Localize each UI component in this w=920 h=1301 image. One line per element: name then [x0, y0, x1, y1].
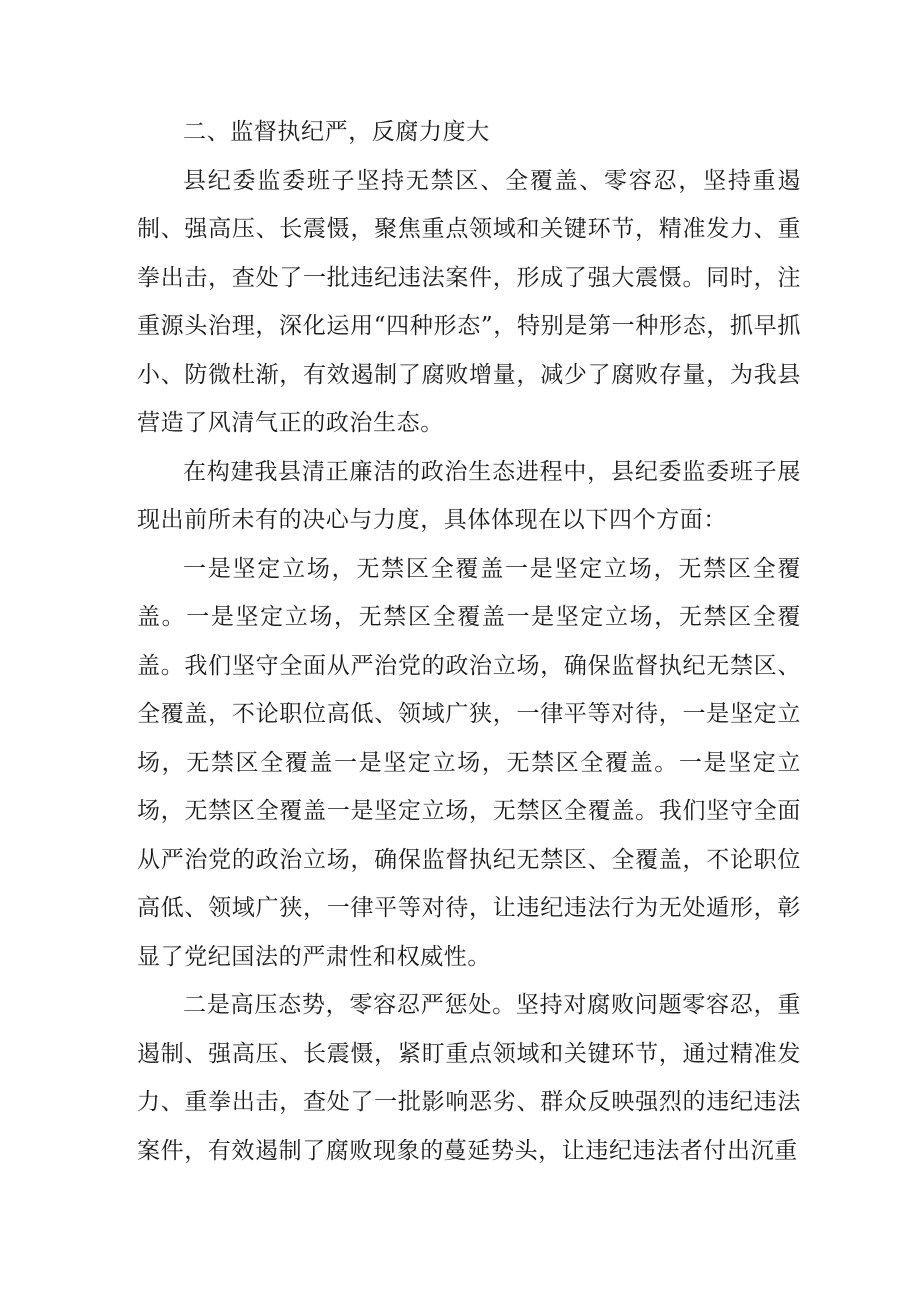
paragraph-aspect-two: 二是高压态势，零容忍严惩处。坚持对腐败问题零容忍，重遏制、强高压、长震慑，紧盯重点领域和关键环节，通过精准发力、重拳出击，查处了一批影响恶劣、群众反映强烈的违纪违法案件，有效遏制了腐败现象的蔓延势头，让违纪违法者付出沉重 [137, 992, 801, 1164]
paragraph-four-aspects-intro: 在构建我县清正廉洁的政治生态进程中，县纪委监委班子展现出前所未有的决心与力度，具体体现在以下四个方面： [137, 458, 801, 533]
paragraph-supervision-summary: 县纪委监委班子坚持无禁区、全覆盖、零容忍，坚持重遏制、强高压、长震慑，聚焦重点领域和关键环节，精准发力、重拳出击，查处了一批违纪违法案件，形成了强大震慑。同时，注重源头治理，深化运用“四种形态”，特别是第一种形态，抓早抓小、防微杜渐，有效遏制了腐败增量，减少了腐败存量，为我县营造了风清气正的政治生态。 [137, 167, 801, 436]
paragraph-aspect-one: 一是坚定立场，无禁区全覆盖一是坚定立场，无禁区全覆盖。一是坚定立场，无禁区全覆盖一是坚定立场，无禁区全覆盖。我们坚守全面从严治党的政治立场，确保监督执纪无禁区、全覆盖，不论职位高低、领域广狭，一律平等对待，一是坚定立场，无禁区全覆盖一是坚定立场，无禁区全覆盖。一是坚定立场，无禁区全覆盖一是坚定立场，无禁区全覆盖。我们坚守全面从严治党的政治立场，确保监督执纪无禁区、全覆盖，不论职位高低、领域广狭，一律平等对待，让违纪违法行为无处遁形，彰显了党纪国法的严肃性和权威性。 [137, 555, 801, 970]
section-heading: 二、监督执纪严，反腐力度大 [183, 119, 490, 145]
document-body [137, 108, 801, 1175]
